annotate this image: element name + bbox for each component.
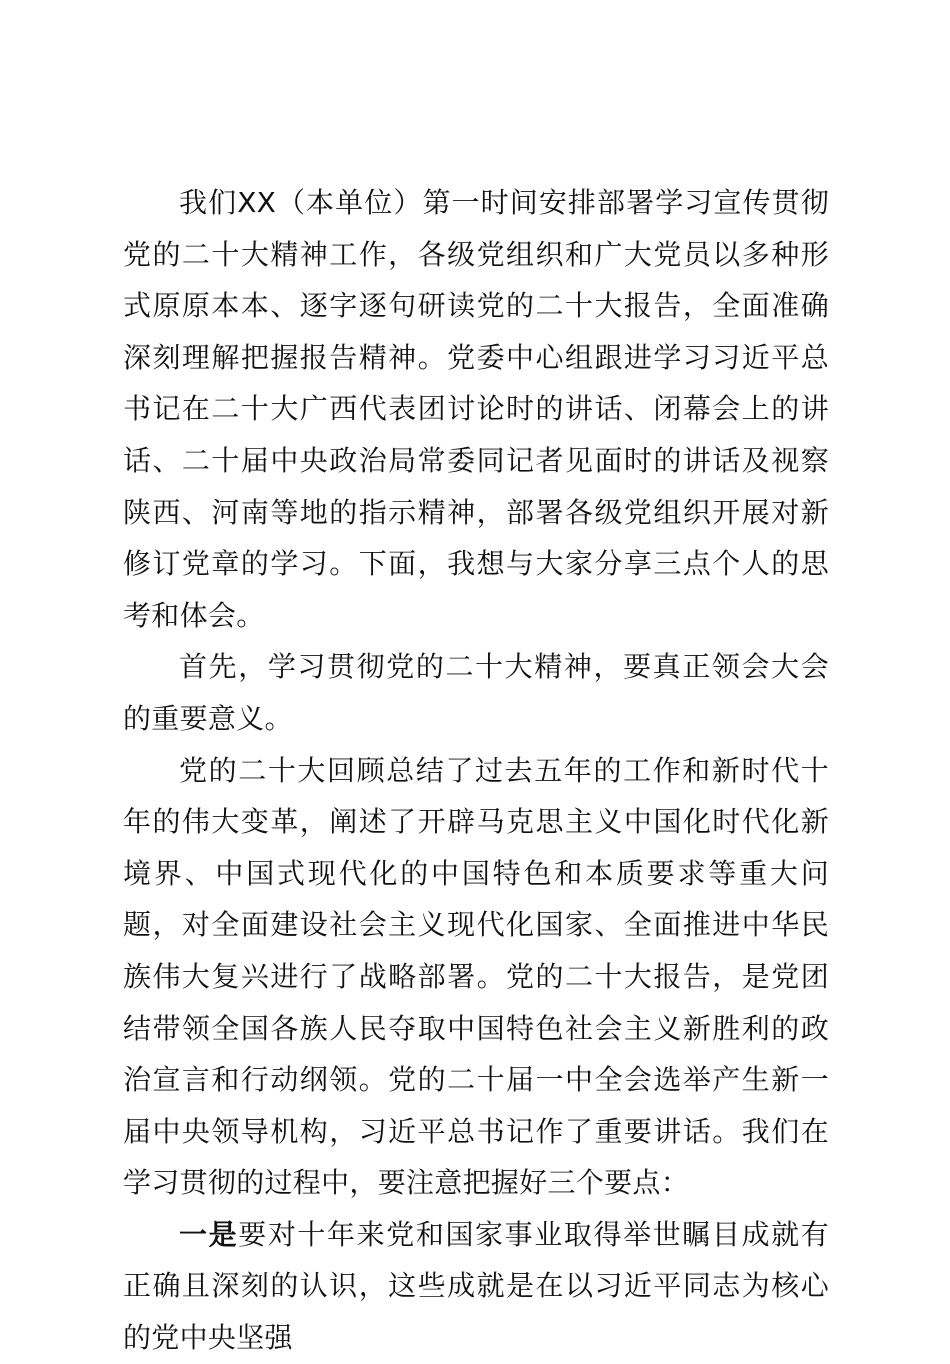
paragraph-intro [123, 177, 829, 641]
document-body [123, 177, 829, 1364]
point-one-lead: 一是 [179, 1217, 239, 1251]
paragraph-intro-text: 我们XX（本单位）第一时间安排部署学习宣传贯彻党的二十大精神工作，各级党组织和广大党员以多种形式原原本本、逐字逐句研读党的二十大报告，全面准确深刻理解把握报告精神。党委中心组跟进学习习近平总书记在二十大广西代表团讨论时的讲话、闭幕会上的讲话、二十届中央政治局常委同记者见面时的讲话及视察陕西、河南等地的指示精神，部署各级党组织开展对新修订党章的学习。下面，我想与大家分享三点个人的思考和体会。 [123, 186, 829, 632]
paragraph-congress-summary-text: 党的二十大回顾总结了过去五年的工作和新时代十年的伟大变革，阐述了开辟马克思主义中国化时代化新境界、中国式现代化的中国特色和本质要求等重大问题，对全面建设社会主义现代化国家、全面推进中华民族伟大复兴进行了战略部署。党的二十大报告，是党团结带领全国各族人民夺取中国特色社会主义新胜利的政治宣言和行动纲领。党的二十届一中全会选举产生新一届中央领导机构，习近平总书记作了重要讲话。我们在学习贯彻的过程中，要注意把握好三个要点： [123, 753, 829, 1200]
paragraph-first-point-text: 首先，学习贯彻党的二十大精神，要真正领会大会的重要意义。 [123, 650, 829, 735]
point-one-text: 要对十年来党和国家事业取得举世瞩目成就有正确且深刻的认识，这些成就是在以习近平同志为核心的党中央坚强 [123, 1217, 829, 1355]
paragraph-first-point [123, 641, 829, 744]
paragraph-congress-summary [123, 745, 829, 1209]
paragraph-point-one [123, 1209, 829, 1364]
